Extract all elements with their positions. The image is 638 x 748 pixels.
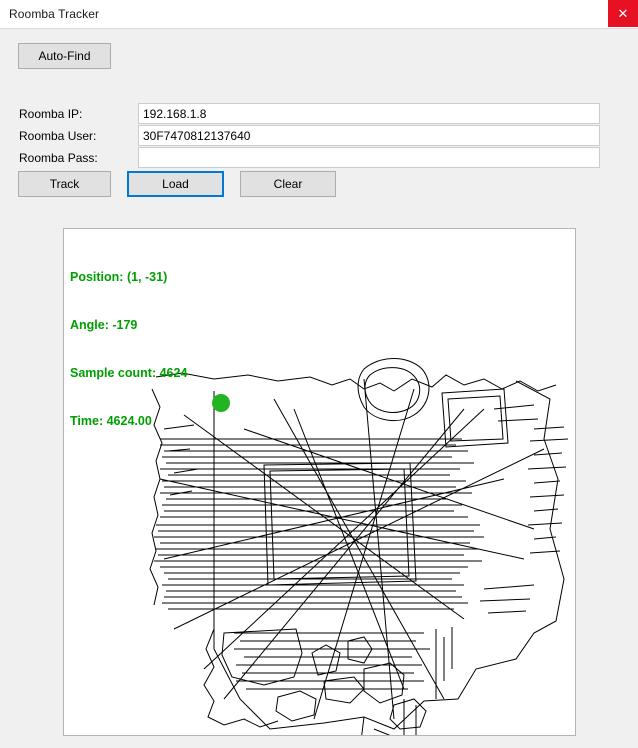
angle-readout: Angle: -179: [70, 318, 138, 332]
load-button[interactable]: Load: [127, 171, 224, 197]
map-canvas[interactable]: [63, 228, 576, 736]
close-icon: ✕: [617, 6, 629, 21]
roomba-user-label: Roomba User:: [19, 129, 97, 143]
time-readout: Time: 4624.00: [70, 414, 152, 428]
window-titlebar: [0, 0, 638, 29]
window-title: Roomba Tracker: [9, 7, 100, 21]
clear-button[interactable]: Clear: [240, 171, 336, 197]
roomba-pass-label: Roomba Pass:: [19, 151, 98, 165]
roomba-ip-input[interactable]: [138, 103, 600, 124]
close-window-button[interactable]: [608, 0, 638, 27]
map-status-overlay: [70, 237, 187, 461]
main-client-area: [0, 29, 638, 748]
track-button[interactable]: Track: [18, 171, 111, 197]
position-readout: Position: (1, -31): [70, 270, 168, 284]
auto-find-button[interactable]: Auto-Find: [18, 43, 111, 69]
roomba-pass-input[interactable]: [138, 147, 600, 168]
roomba-user-input[interactable]: [138, 125, 600, 146]
roomba-ip-label: Roomba IP:: [19, 107, 83, 121]
sample-count-readout: Sample count: 4624: [70, 366, 188, 380]
